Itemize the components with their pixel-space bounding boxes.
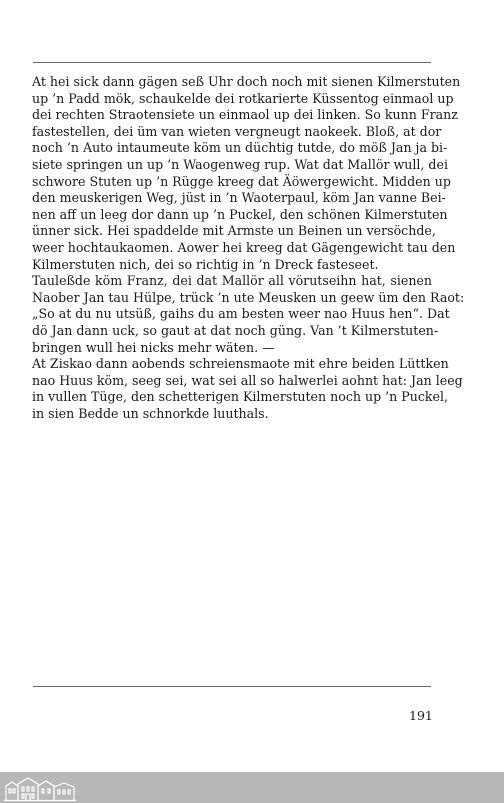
text-line: in sien Bedde un schnorkde luuthals. [32,405,269,421]
text-line: Naober Jan tau Hülpe, trück ’n ute Meusken un geew üm den Raot: [32,289,465,305]
text-line: Tauleßde köm Franz, dei dat Mallör all vörutseihn hat, sienen [32,273,432,289]
text-line: fastestellen, dei üm van wieten vergneugt naokeek. Bloß, at dor [32,123,442,139]
text-line: At hei sick dann gägen seß Uhr doch noch mit sienen Kilmerstuten [32,74,461,89]
text-line: nen aff un leeg dor dann up ’n Puckel, den schönen Kilmerstuten [32,206,448,222]
text-line: weer hochtaukaomen. Aower hei kreeg dat Gägengewicht tau den [32,239,456,255]
text-line: At Ziskao dann aobends schreiensmaote mit ehre beiden Lüttken [32,356,449,372]
text-line: schwore Stuten up ’n Rügge kreeg dat Äöwergewicht. Midden up [32,173,451,189]
body-text [32,74,465,422]
top-rule [33,62,431,63]
text-line: dei rechten Straotensiete un einmaol up dei linken. So kunn Franz [32,107,458,123]
text-line: den meuskerigen Weg, jüst in ’n Waoterpaul, köm Jan vanne Bei- [32,190,446,206]
text-line: noch ’n Auto intaumeute köm un düchtig tutde, do möß Jan ja bi- [32,140,448,156]
text-line: up ’n Padd mök, schaukelde dei rotkarierte Küssentog einmaol up [32,90,454,106]
text-line: ünner sick. Hei spaddelde mit Armste un Beinen un versöchde, [32,223,436,239]
library-building-logo-icon [2,774,78,802]
text-line: „So at du nu utsüß, gaihs du am besten weer nao Huus hen“. Dat [32,306,450,322]
paragraph-1 [32,74,461,273]
text-line: bringen wull hei nicks mehr wäten. — [32,339,275,355]
text-line: Kilmerstuten nich, dei so richtig in ’n Dreck fasteseet. [32,256,379,272]
text-line: siete springen un up ’n Waogenweg rup. Wat dat Mallör wull, dei [32,156,448,172]
text-line: dö Jan dann uck, so gaut at dat noch güng. Van ’t Kilmerstuten- [32,322,439,338]
text-line: nao Huus köm, seeg sei, wat sei all so halwerlei aohnt hat: Jan leeg [32,372,463,388]
paragraph-2 [32,273,465,356]
page-number: 191 [409,708,433,723]
text-line: in vullen Tüge, den schetterigen Kilmerstuten noch up ’n Puckel, [32,389,449,405]
bottom-rule [33,686,431,687]
paragraph-3 [32,356,463,422]
footer-bar [0,772,504,803]
